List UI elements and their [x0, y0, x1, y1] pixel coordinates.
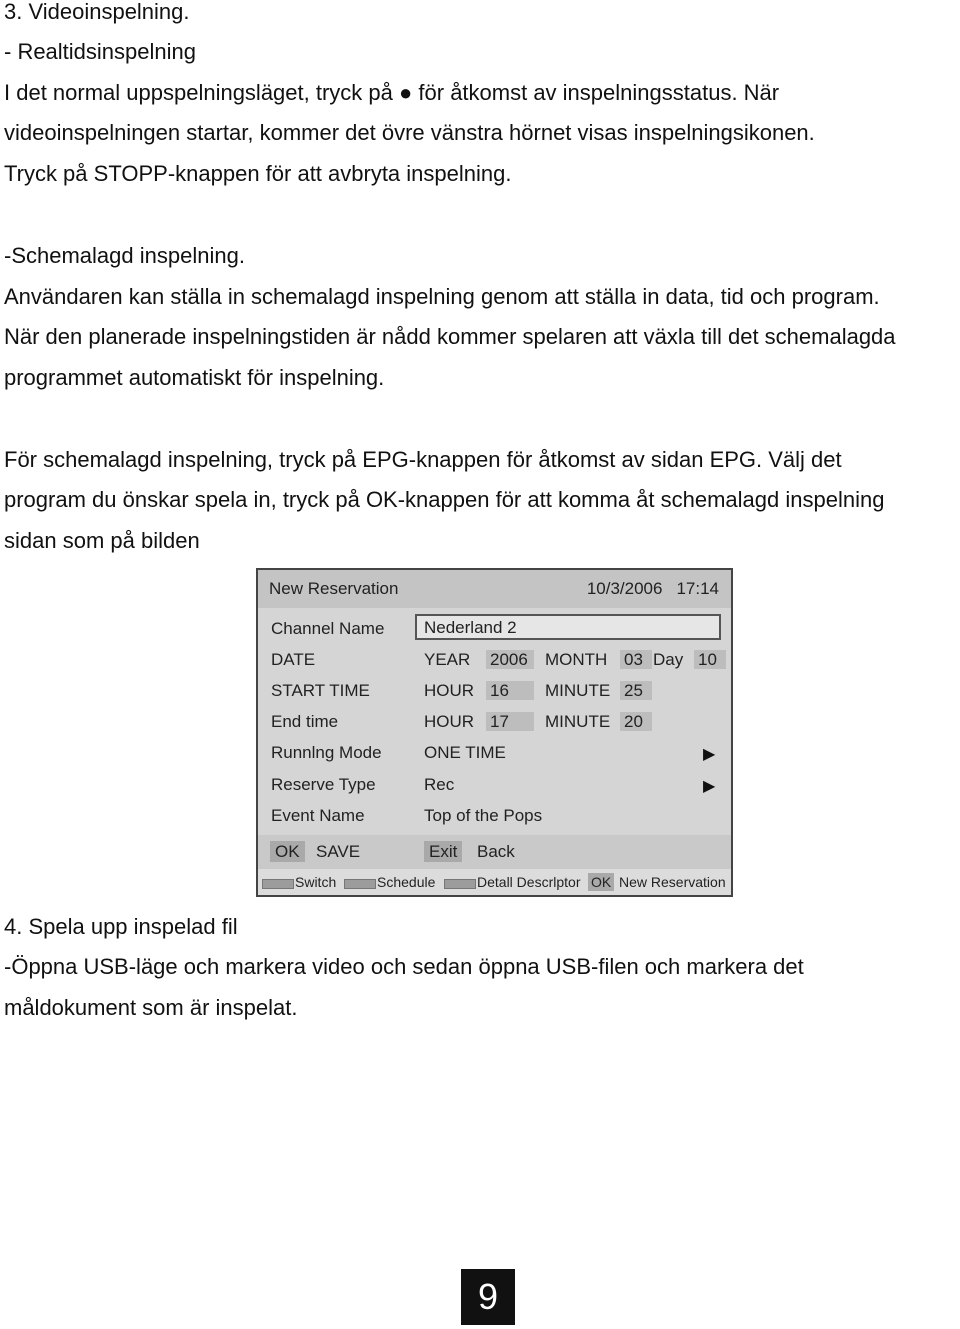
paragraph-line: programmet automatiskt för inspelning. [4, 365, 385, 390]
green-key-icon[interactable] [344, 879, 376, 889]
channel-name-field[interactable] [415, 614, 721, 640]
switch-label: Switch [295, 874, 337, 890]
reserve-type-label: Reserve Type [271, 775, 376, 794]
start-hour-field[interactable]: 16 [486, 681, 534, 700]
day-label: Day [653, 650, 684, 669]
subheading-scheduled: -Schemalagd inspelning. [4, 243, 245, 268]
detail-descriptor-label: Detall Descrlptor [477, 874, 581, 890]
channel-name-value: Nederland 2 [424, 618, 517, 637]
osd-action-bar [258, 835, 731, 869]
yellow-key-icon[interactable] [444, 879, 476, 889]
save-label: SAVE [316, 842, 361, 861]
year-field[interactable]: 2006 [486, 650, 534, 669]
event-name-label: Event Name [271, 806, 365, 825]
ok-key[interactable]: OK [270, 841, 305, 862]
month-field[interactable]: 03 [620, 650, 652, 669]
new-reservation-screen [256, 568, 733, 897]
paragraph-line: -Öppna USB-läge och markera video och sedan öppna USB-filen och markera det [4, 954, 804, 979]
page-number: 9 [461, 1269, 515, 1325]
paragraph-line: program du önskar spela in, tryck på OK-knappen för att komma åt schemalagd inspelning [4, 487, 885, 512]
running-mode-value[interactable]: ONE TIME [424, 743, 506, 762]
osd-date: 10/3/2006 [586, 579, 663, 598]
section-heading-3: 3. Videoinspelning. [4, 0, 190, 24]
osd-time: 17:14 [676, 579, 719, 598]
paragraph-line: måldokument som är inspelat. [4, 995, 298, 1020]
start-hour-label: HOUR [424, 681, 475, 700]
end-minute-label: MINUTE [545, 712, 611, 731]
end-time-label: End time [271, 712, 339, 731]
paragraph-line: Användaren kan ställa in schemalagd inspelning genom att ställa in data, tid och program. [4, 284, 880, 309]
paragraph-line: Tryck på STOPP-knappen för att avbryta inspelning. [4, 161, 512, 186]
end-hour-label: HOUR [424, 712, 475, 731]
end-minute-field[interactable]: 20 [620, 712, 652, 731]
paragraph-line: sidan som på bilden [4, 528, 200, 553]
back-label: Back [477, 842, 515, 861]
year-label: YEAR [424, 650, 471, 669]
osd-footer [258, 869, 731, 897]
schedule-label: Schedule [377, 874, 436, 890]
paragraph-line: I det normal uppspelningsläget, tryck på ● för åtkomst av inspelningsstatus. När [4, 80, 780, 105]
osd-datetime [573, 579, 719, 599]
red-key-icon[interactable] [262, 879, 294, 889]
start-minute-label: MINUTE [545, 681, 611, 700]
footer-ok-key[interactable]: OK [588, 873, 614, 891]
date-label: DATE [271, 650, 316, 669]
subheading-realtime: - Realtidsinspelning [4, 39, 196, 64]
day-field[interactable]: 10 [694, 650, 726, 669]
end-hour-field[interactable]: 17 [486, 712, 534, 731]
new-reservation-label: New Reservation [619, 874, 726, 890]
start-minute-field[interactable]: 25 [620, 681, 652, 700]
running-mode-label: Runnlng Mode [271, 743, 382, 762]
play-arrow-icon[interactable]: ▶ [703, 778, 716, 795]
section-heading-4: 4. Spela upp inspelad fil [4, 914, 238, 939]
reserve-type-value[interactable]: Rec [424, 775, 455, 794]
play-arrow-icon[interactable]: ▶ [703, 746, 716, 763]
start-time-label: START TIME [271, 681, 370, 700]
event-name-value: Top of the Pops [424, 806, 543, 825]
paragraph-line: videoinspelningen startar, kommer det övre vänstra hörnet visas inspelningsikonen. [4, 120, 815, 145]
month-label: MONTH [545, 650, 608, 669]
osd-title: New Reservation [269, 579, 399, 598]
exit-key[interactable]: Exit [424, 841, 462, 862]
channel-name-label: Channel Name [271, 619, 385, 638]
paragraph-line: För schemalagd inspelning, tryck på EPG-knappen för åtkomst av sidan EPG. Välj det [4, 447, 842, 472]
osd-header [258, 570, 731, 608]
paragraph-line: När den planerade inspelningstiden är nådd kommer spelaren att växla till det schemalagda [4, 324, 896, 349]
